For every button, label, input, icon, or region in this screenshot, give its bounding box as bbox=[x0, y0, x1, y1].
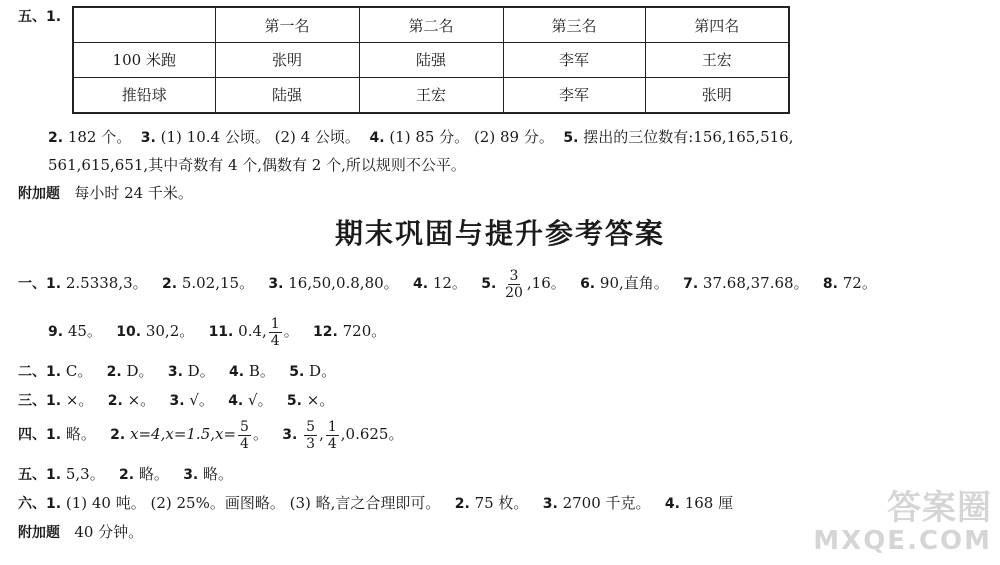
watermark-url: MXQE.COM bbox=[813, 526, 992, 556]
bonus-line bbox=[18, 182, 193, 203]
section-label: 三、1. bbox=[18, 393, 62, 409]
question-number: 2. bbox=[119, 467, 135, 483]
question-number: 5. bbox=[481, 276, 497, 292]
answer-text: 略。 bbox=[203, 465, 234, 483]
table-header-row bbox=[73, 7, 789, 43]
question-number: 2. bbox=[454, 496, 470, 512]
answer-text: 40 分钟。 bbox=[74, 523, 144, 541]
answer-text: 。 bbox=[283, 322, 299, 340]
question-number: 10. bbox=[116, 324, 142, 340]
answer-text: B。 bbox=[248, 362, 275, 380]
fraction-denominator: 20 bbox=[505, 284, 523, 301]
fraction bbox=[269, 317, 282, 348]
fraction-numerator: 5 bbox=[306, 418, 316, 435]
answer-text: 37.68,37.68。 bbox=[702, 274, 809, 292]
section-label: 四、1. bbox=[18, 427, 62, 443]
table-cell: 陆强 bbox=[215, 77, 359, 113]
answer-text: 720。 bbox=[342, 322, 387, 340]
question-number: 6. bbox=[580, 276, 596, 292]
question-number: 3. bbox=[542, 496, 558, 512]
answer-text: 168 厘 bbox=[684, 494, 734, 512]
answer-text: 5.02,15。 bbox=[181, 274, 255, 292]
question-number: 4. bbox=[664, 496, 680, 512]
table-cell bbox=[73, 7, 215, 43]
answer-text: ,16。 bbox=[526, 274, 566, 292]
answer-text: 。 bbox=[252, 425, 268, 443]
question-number: 3. bbox=[140, 130, 156, 146]
table-cell: 100 米跑 bbox=[73, 43, 215, 78]
answer-text: D。 bbox=[187, 362, 215, 380]
question-number: 3. bbox=[169, 393, 185, 409]
question-number: 2. bbox=[48, 130, 64, 146]
section-4-line: 四、1. 略。 2. x=4,x=1.5,x= $\frac{5}{4}$ 。 3. $\frac{5}{3}$ , $\frac{1}{4}$ ,0.625。 bbox=[18, 418, 404, 452]
table-cell: 第一名 bbox=[215, 7, 359, 43]
fraction-numerator: 5 bbox=[240, 418, 249, 435]
answer-text: 略。 bbox=[65, 425, 96, 443]
question-number: 2. bbox=[110, 427, 126, 443]
section-label: 六、1. bbox=[18, 496, 62, 512]
question-number: 7. bbox=[683, 276, 699, 292]
watermark-logo bbox=[792, 480, 992, 562]
answer-text: √。 bbox=[189, 391, 214, 409]
answer-text: 182 个。 bbox=[67, 128, 132, 146]
bonus-label: 附加题 bbox=[18, 525, 60, 541]
section-6-line bbox=[18, 492, 733, 513]
table-cell: 张明 bbox=[645, 77, 789, 113]
answer-text: 每小时 24 千米。 bbox=[74, 184, 193, 202]
question-number: 2. bbox=[107, 393, 123, 409]
answer-text: 16,50,0.8,80。 bbox=[288, 274, 399, 292]
section-2-line bbox=[18, 360, 336, 381]
question-number: 11. bbox=[208, 324, 234, 340]
answer-text: C。 bbox=[65, 362, 93, 380]
answer-text: D。 bbox=[126, 362, 154, 380]
fraction-numerator: 3 bbox=[509, 267, 519, 284]
fraction-denominator: 4 bbox=[327, 435, 337, 452]
table-cell: 推铅球 bbox=[73, 77, 215, 113]
table-cell: 陆强 bbox=[359, 43, 503, 78]
table-cell: 王宏 bbox=[645, 43, 789, 78]
question-number: 4. bbox=[228, 393, 244, 409]
question-number: 4. bbox=[412, 276, 429, 292]
section-label: 五、1. bbox=[18, 467, 62, 483]
table-cell: 李军 bbox=[503, 77, 645, 113]
answer-text: 12。 bbox=[432, 274, 467, 292]
section-label: 一、1. bbox=[18, 276, 62, 292]
question-number: 5. bbox=[286, 393, 302, 409]
bonus-line-2 bbox=[18, 521, 143, 542]
answer-text: 0.4, bbox=[238, 322, 267, 340]
fraction-denominator: 4 bbox=[270, 332, 280, 349]
answer-text: 5,3。 bbox=[65, 465, 105, 483]
answer-text: ×。 bbox=[306, 391, 335, 409]
question-number: 8. bbox=[822, 276, 838, 292]
table-row bbox=[73, 43, 789, 78]
question-number: 5. bbox=[563, 130, 579, 146]
answer-text: D。 bbox=[309, 362, 337, 380]
answer-text: (1) 40 吨。 (2) 25%。画图略。 (3) 略,言之合理即可。 bbox=[65, 494, 441, 512]
question-number: 3. bbox=[282, 427, 298, 443]
watermark-text: 答案圈 bbox=[887, 488, 992, 528]
section-1-line-1 bbox=[18, 268, 877, 300]
fraction bbox=[304, 420, 317, 451]
section-label: 二、1. bbox=[18, 364, 62, 380]
answer-text: (1) 10.4 公顷。 (2) 4 公顷。 bbox=[160, 128, 360, 146]
answer-text: √。 bbox=[248, 391, 273, 409]
answer-text: ×。 bbox=[65, 391, 94, 409]
answer-text: 75 枚。 bbox=[474, 494, 529, 512]
answer-text: 2700 千克。 bbox=[562, 494, 651, 512]
section-1-line-2 bbox=[48, 316, 386, 348]
table-cell: 张明 bbox=[215, 43, 359, 78]
fraction bbox=[238, 420, 251, 451]
table-cell: 李军 bbox=[503, 43, 645, 78]
question-number: 12. bbox=[313, 324, 338, 340]
question-number: 3. bbox=[183, 467, 199, 483]
section-5-line bbox=[18, 463, 233, 484]
table-row bbox=[73, 77, 789, 113]
fraction-denominator: 3 bbox=[306, 435, 316, 452]
question-number: 2. bbox=[106, 364, 122, 380]
section-label-5: 五、1. bbox=[18, 9, 62, 25]
bonus-label: 附加题 bbox=[18, 186, 60, 202]
question-number: 2. bbox=[161, 276, 178, 292]
fraction-numerator: 1 bbox=[327, 418, 337, 435]
answer-text: ×。 bbox=[127, 391, 156, 409]
question-number: 3. bbox=[167, 364, 183, 380]
answer-text: 45。 bbox=[67, 322, 102, 340]
question-number: 4. bbox=[369, 130, 385, 146]
question-number: 5. bbox=[289, 364, 305, 380]
fraction-numerator: 1 bbox=[270, 315, 280, 332]
table-cell: 第四名 bbox=[645, 7, 789, 43]
answer-text: (1) 85 分。 (2) 89 分。 bbox=[389, 128, 554, 146]
answer-text: 72。 bbox=[842, 274, 877, 292]
answer-text: ,0.625。 bbox=[340, 425, 404, 443]
answer-text: 90,直角。 bbox=[599, 274, 669, 292]
question-number: 3. bbox=[268, 276, 284, 292]
page-title: 期末巩固与提升参考答案 bbox=[334, 217, 665, 250]
table-cell: 第二名 bbox=[359, 7, 503, 43]
answer-line bbox=[48, 126, 793, 147]
answer-text: 略。 bbox=[138, 465, 169, 483]
fraction bbox=[503, 269, 525, 300]
question-number: 9. bbox=[48, 324, 64, 340]
ranking-table bbox=[72, 6, 790, 114]
answer-text: 2.5338,3。 bbox=[65, 274, 148, 292]
answer-text: 摆出的三位数有:156,165,516, bbox=[583, 128, 794, 146]
answer-text: 30,2。 bbox=[145, 322, 195, 340]
fraction bbox=[326, 420, 339, 451]
question-number: 4. bbox=[229, 364, 245, 380]
answer-text: x=4,x=1.5,x= bbox=[130, 425, 237, 443]
answer-line: 561,615,651,其中奇数有 4 个,偶数有 2 个,所以规则不公平。 bbox=[48, 156, 466, 174]
fraction-denominator: 4 bbox=[240, 435, 249, 452]
table-cell: 王宏 bbox=[359, 77, 503, 113]
table-cell: 第三名 bbox=[503, 7, 645, 43]
section-3-line bbox=[18, 389, 334, 410]
